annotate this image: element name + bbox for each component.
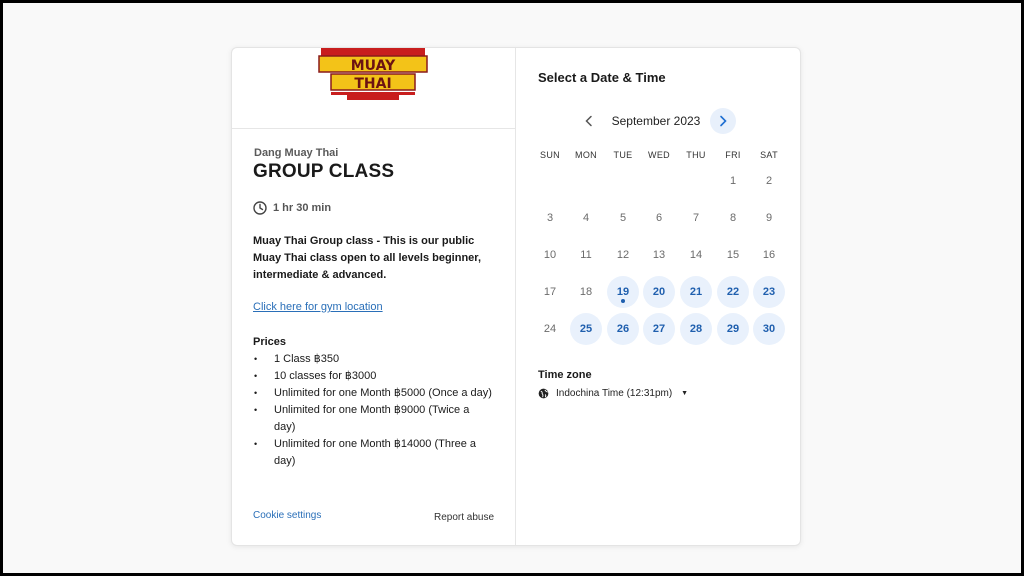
available-day-19[interactable]: 19 xyxy=(607,276,639,308)
unavailable-day-13: 13 xyxy=(652,249,666,261)
page-background xyxy=(3,3,1021,573)
unavailable-day-5: 5 xyxy=(619,212,627,224)
gym-location-link[interactable]: Click here for gym location xyxy=(253,301,383,313)
price-item: • Unlimited for one Month ฿9000 (Twice a day) xyxy=(253,402,493,436)
weekday-label-sat: SAT xyxy=(760,150,778,160)
price-item: • Unlimited for one Month ฿5000 (Once a day) xyxy=(253,385,493,402)
cookie-settings-link[interactable]: Cookie settings xyxy=(253,510,322,521)
unavailable-day-12: 12 xyxy=(616,249,630,261)
unavailable-day-2: 2 xyxy=(765,175,773,187)
weekday-label-mon: MON xyxy=(575,150,597,160)
prices-heading: Prices xyxy=(253,336,287,348)
svg-text:MUAY: MUAY xyxy=(350,58,396,74)
chevron-right-icon xyxy=(718,115,728,127)
unavailable-day-16: 16 xyxy=(762,249,776,261)
weekday-label-thu: THU xyxy=(686,150,706,160)
calendar-panel xyxy=(516,48,800,545)
unavailable-day-15: 15 xyxy=(726,249,740,261)
unavailable-day-3: 3 xyxy=(546,212,554,224)
muay-thai-logo xyxy=(317,48,429,104)
unavailable-day-10: 10 xyxy=(543,249,557,261)
timezone-value: Indochina Time (12:31pm) xyxy=(556,388,673,399)
unavailable-day-7: 7 xyxy=(692,212,700,224)
calendar-heading: Select a Date & Time xyxy=(538,70,666,85)
weekday-label-sun: SUN xyxy=(540,150,560,160)
available-day-20[interactable]: 20 xyxy=(643,276,675,308)
event-description: Muay Thai Group class - This is our public Muay Thai class open to all levels beginner, intermediate & advanced. xyxy=(253,235,482,281)
weekday-label-fri: FRI xyxy=(725,150,741,160)
timezone-heading: Time zone xyxy=(538,369,592,381)
caret-down-icon: ▼ xyxy=(681,390,689,397)
globe-icon xyxy=(538,388,549,399)
price-list xyxy=(253,351,493,470)
chevron-left-icon xyxy=(584,115,594,127)
organizer-name: Dang Muay Thai xyxy=(254,147,339,159)
unavailable-day-1: 1 xyxy=(729,175,737,187)
available-day-26[interactable]: 26 xyxy=(607,313,639,345)
available-day-23[interactable]: 23 xyxy=(753,276,785,308)
logo-area xyxy=(232,48,515,129)
available-day-30[interactable]: 30 xyxy=(753,313,785,345)
available-day-21[interactable]: 21 xyxy=(680,276,712,308)
price-item: • 10 classes for ฿3000 xyxy=(253,368,493,385)
available-day-25[interactable]: 25 xyxy=(570,313,602,345)
weekday-label-wed: WED xyxy=(648,150,670,160)
event-duration xyxy=(253,201,331,215)
today-indicator xyxy=(621,299,625,303)
month-navigation xyxy=(516,108,800,134)
event-details-panel xyxy=(232,48,516,545)
next-month-button[interactable] xyxy=(710,108,736,134)
previous-month-button[interactable] xyxy=(578,110,600,132)
unavailable-day-6: 6 xyxy=(655,212,663,224)
unavailable-day-18: 18 xyxy=(579,286,593,298)
available-day-27[interactable]: 27 xyxy=(643,313,675,345)
unavailable-day-9: 9 xyxy=(765,212,773,224)
unavailable-day-24: 24 xyxy=(543,323,557,335)
unavailable-day-11: 11 xyxy=(580,249,592,261)
report-abuse-link[interactable]: Report abuse xyxy=(434,512,495,523)
available-day-22[interactable]: 22 xyxy=(717,276,749,308)
booking-card xyxy=(231,47,801,546)
available-day-29[interactable]: 29 xyxy=(717,313,749,345)
duration-text: 1 hr 30 min xyxy=(273,202,332,214)
unavailable-day-14: 14 xyxy=(689,249,703,261)
clock-icon xyxy=(253,201,267,215)
timezone-selector[interactable] xyxy=(538,388,688,399)
unavailable-day-17: 17 xyxy=(543,286,557,298)
unavailable-day-8: 8 xyxy=(729,212,737,224)
price-item: • 1 Class ฿350 xyxy=(253,351,493,368)
unavailable-day-4: 4 xyxy=(582,212,590,224)
current-month: September 2023 xyxy=(611,114,701,128)
available-day-28[interactable]: 28 xyxy=(680,313,712,345)
price-item: • Unlimited for one Month ฿14000 (Three a day) xyxy=(253,436,493,470)
event-title: GROUP CLASS xyxy=(253,161,395,182)
weekday-label-tue: TUE xyxy=(613,150,633,160)
svg-text:THAI: THAI xyxy=(354,76,392,92)
